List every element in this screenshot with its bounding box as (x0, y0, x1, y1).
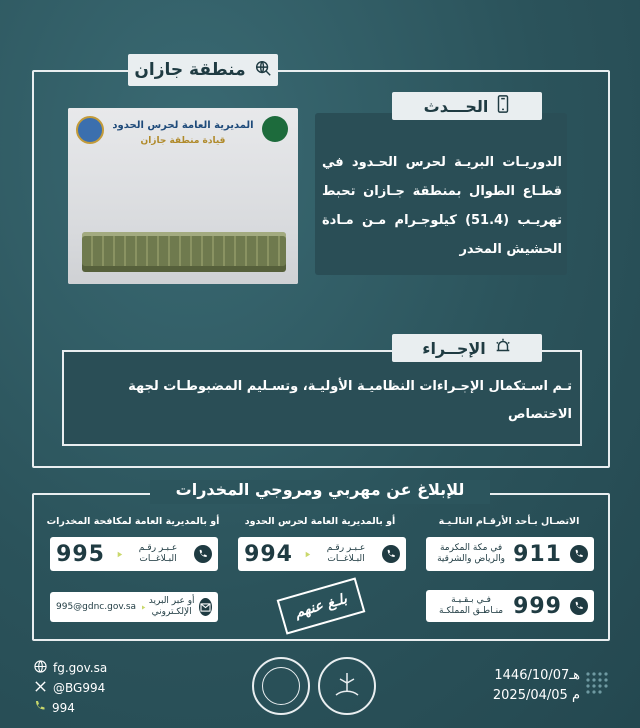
footer-phone[interactable] (34, 700, 75, 715)
email-address: 995@gdnc.gov.sa (56, 602, 137, 612)
arrow-icon (115, 550, 124, 559)
footer-website[interactable] (34, 660, 107, 676)
hotline-995-label: عـبـر رقـم البـلاغــات (138, 543, 178, 564)
globe-search-icon (254, 59, 272, 82)
phone-icon (570, 597, 588, 615)
hotline-911-label: في مكة المكرمة والرياض والشرقية (437, 543, 506, 564)
event-title: الحـــدث (423, 96, 489, 116)
hotline-999-label: فـي بـقـيـة منـاطـق المملكـة (438, 595, 504, 616)
region-tag (128, 54, 278, 86)
hijri-date: 1446/10/07هـ (494, 668, 580, 683)
hotline-994-number: 994 (244, 541, 293, 567)
email-icon (199, 598, 212, 616)
border-guard-logo (76, 116, 104, 144)
report-title: للإبلاغ عن مهربي ومروجي المخدرات (150, 480, 490, 504)
hotline-911[interactable] (426, 537, 594, 571)
mobile-icon (496, 95, 510, 117)
phone-text: 994 (52, 700, 75, 715)
website-text: fg.gov.sa (53, 661, 108, 675)
col1-header: الاتصـال بـأحد الأرقـام التالـيـة (438, 516, 580, 527)
action-text: تـم اسـتكمال الإجـراءات النظاميـة الأوليـة، وتسـليم المضبوطـات لجهة الاختصاص (128, 379, 572, 422)
phone-icon (34, 700, 46, 715)
calendar-icon (584, 670, 608, 694)
seizure-photo (68, 108, 298, 284)
phone-icon (570, 545, 588, 563)
footer-twitter[interactable] (34, 680, 105, 696)
globe-icon (34, 660, 47, 676)
x-icon (34, 680, 47, 696)
arrow-icon (140, 603, 147, 612)
hotline-994-label: عـبـر رقـم البـلاغــات (326, 543, 366, 564)
saudi-emblem (262, 116, 288, 142)
photo-org-line1: المديرية العامة لحرس الحدود (112, 120, 254, 131)
drug-packages (82, 232, 286, 272)
event-text: الدوريـات البريـة لحرس الحـدود في قطـاع الطوال بمنطقة جـازان تحبط تهريـب (51.4) كيلوجـرام مـن مـادة الحشيش المخدر (322, 155, 562, 257)
alarm-icon (494, 337, 512, 359)
phone-icon (382, 545, 400, 563)
border-guard-emblem (252, 657, 310, 715)
hotline-999[interactable] (426, 590, 594, 622)
arrow-icon (303, 550, 312, 559)
region-title: منطقة جازان (134, 60, 246, 80)
hotline-999-number: 999 (513, 593, 562, 619)
phone-icon (194, 545, 212, 563)
hotline-911-number: 911 (513, 541, 562, 567)
action-title: الإجــراء (422, 338, 486, 358)
stamp-text: بلـغ عنهم (293, 590, 349, 622)
twitter-text: @BG994 (53, 681, 106, 695)
ministry-emblem (318, 657, 376, 715)
hotline-995-number: 995 (56, 541, 105, 567)
col3-header: أو بالمديرية العامة لمكافحة المخدرات (46, 516, 220, 527)
email-contact[interactable] (50, 592, 218, 622)
event-tag (392, 92, 542, 120)
photo-org-line2: قيادة منطقة جازان (140, 136, 226, 146)
hotline-995[interactable] (50, 537, 218, 571)
action-tag (392, 334, 542, 362)
email-label: أو عبر البريد الإلكـتروني (148, 596, 195, 617)
col2-header: أو بالمديرية العامة لحرس الحدود (244, 516, 396, 527)
hotline-994[interactable] (238, 537, 406, 571)
gregorian-date: 2025/04/05 م (492, 688, 580, 703)
